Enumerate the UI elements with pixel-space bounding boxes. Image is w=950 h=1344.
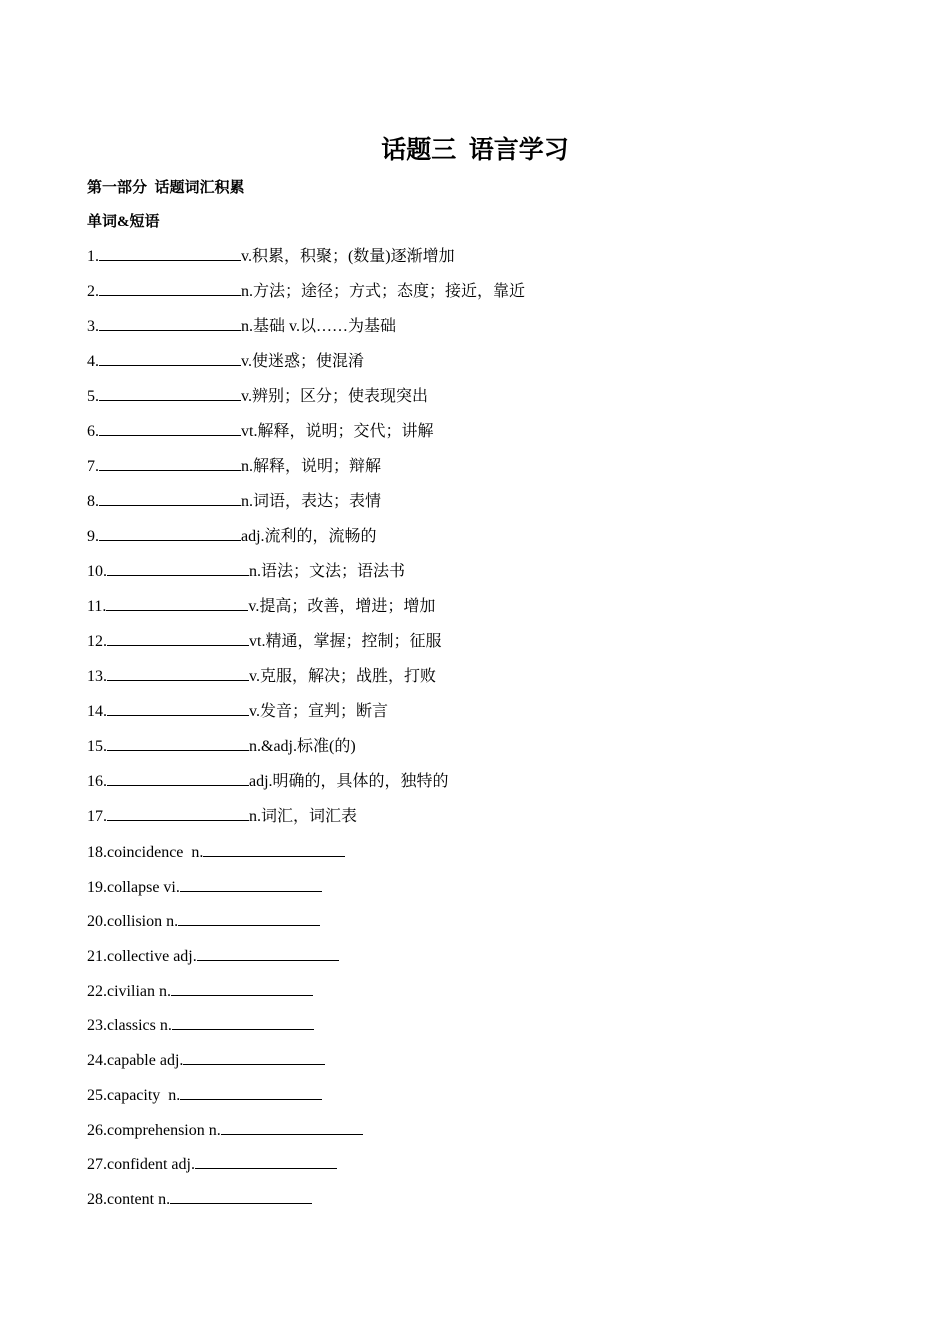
item-number: 6. (87, 423, 99, 440)
vocab-item (87, 664, 887, 699)
item-definition: v.发音；宣判；断言 (249, 703, 388, 720)
item-word: 25.capacity n. (87, 1086, 181, 1104)
item-number: 5. (87, 388, 99, 405)
item-word: 26.comprehension n. (87, 1121, 221, 1139)
item-number: 2. (87, 283, 99, 300)
vocab-item (87, 629, 887, 664)
item-number: 1. (87, 248, 99, 265)
answer-blank[interactable] (107, 769, 249, 786)
item-definition: n.基础 v.以……为基础 (241, 318, 396, 335)
item-definition: v.克服，解决；战胜，打败 (249, 668, 436, 685)
vocab-item (87, 769, 887, 804)
item-definition: v.使迷惑；使混淆 (241, 353, 364, 370)
item-number: 12. (87, 633, 107, 650)
item-definition: vt.精通，掌握；控制；征服 (249, 633, 442, 650)
item-word: 28.content n. (87, 1190, 171, 1208)
item-definition: n.方法；途径；方式；态度；接近，靠近 (241, 283, 526, 300)
item-number: 14. (87, 703, 107, 720)
answer-blank[interactable] (107, 699, 249, 716)
answer-blank[interactable] (107, 559, 249, 576)
part-heading: 第一部分 话题词汇积累 (87, 180, 245, 196)
vocab-item (87, 840, 887, 875)
subsection-heading: 单词&短语 (87, 214, 160, 230)
page-title: 话题三 语言学习 (381, 137, 569, 164)
item-definition: adj.流利的，流畅的 (241, 528, 377, 545)
item-word: 24.capable adj. (87, 1052, 184, 1070)
vocab-item (87, 349, 887, 384)
answer-blank[interactable] (99, 419, 241, 436)
answer-blank[interactable] (99, 454, 241, 471)
vocab-item (87, 524, 887, 559)
answer-blank[interactable] (106, 594, 248, 611)
vocab-item (87, 734, 887, 769)
item-word: 18.coincidence n. (87, 844, 204, 861)
answer-blank[interactable] (221, 1118, 363, 1135)
vocab-item (87, 594, 887, 629)
answer-blank[interactable] (99, 279, 241, 296)
vocab-item (87, 244, 887, 279)
item-number: 7. (87, 458, 99, 475)
item-word: 19.collapse vi. (87, 878, 180, 896)
item-number: 11. (87, 598, 107, 615)
vocab-item (87, 909, 887, 944)
item-definition: n.解释，说明；辩解 (241, 458, 382, 475)
item-number: 10. (87, 563, 107, 580)
vocab-item (87, 875, 887, 910)
vocab-list-chinese-to-english (87, 244, 887, 839)
answer-blank[interactable] (107, 804, 249, 821)
vocab-item (87, 944, 887, 979)
answer-blank[interactable] (99, 349, 241, 366)
item-definition: n.词语，表达；表情 (241, 493, 382, 510)
item-definition: vt.解释，说明；交代；讲解 (241, 423, 434, 440)
vocab-item (87, 1187, 887, 1222)
vocab-item (87, 1083, 887, 1118)
item-word: 22.civilian n. (87, 982, 171, 1000)
answer-blank[interactable] (171, 979, 313, 996)
answer-blank[interactable] (99, 384, 241, 401)
item-number: 17. (87, 808, 107, 825)
item-definition: adj.明确的，具体的，独特的 (249, 773, 449, 790)
answer-blank[interactable] (172, 1013, 314, 1030)
item-number: 13. (87, 668, 107, 685)
answer-blank[interactable] (180, 875, 322, 892)
vocab-item (87, 559, 887, 594)
item-number: 9. (87, 528, 99, 545)
vocab-item (87, 1152, 887, 1187)
item-definition: v.辨别；区分；使表现突出 (241, 388, 428, 405)
item-number: 16. (87, 773, 107, 790)
vocab-list-english-to-chinese (87, 840, 887, 1222)
item-word: 27.confident adj. (87, 1156, 195, 1174)
answer-blank[interactable] (203, 840, 345, 857)
item-definition: n.&adj.标准(的) (249, 738, 356, 755)
vocab-item (87, 699, 887, 734)
vocab-item (87, 804, 887, 839)
item-definition: n.语法；文法；语法书 (249, 563, 406, 580)
answer-blank[interactable] (195, 1152, 337, 1169)
answer-blank[interactable] (99, 314, 241, 331)
item-number: 3. (87, 318, 99, 335)
answer-blank[interactable] (107, 734, 249, 751)
vocab-item (87, 454, 887, 489)
answer-blank[interactable] (99, 524, 241, 541)
item-definition: v.积累，积聚；(数量)逐渐增加 (241, 248, 455, 265)
item-definition: v.提高；改善，增进；增加 (248, 598, 436, 615)
vocab-item (87, 1013, 887, 1048)
item-definition: n.词汇，词汇表 (249, 808, 358, 825)
answer-blank[interactable] (170, 1187, 312, 1204)
answer-blank[interactable] (107, 629, 249, 646)
answer-blank[interactable] (183, 1048, 325, 1065)
vocab-item (87, 979, 887, 1014)
answer-blank[interactable] (180, 1083, 322, 1100)
item-word: 23.classics n. (87, 1017, 172, 1035)
item-number: 8. (87, 493, 99, 510)
item-word: 21.collective adj. (87, 948, 197, 966)
item-number: 4. (87, 353, 99, 370)
answer-blank[interactable] (197, 944, 339, 961)
vocab-item (87, 384, 887, 419)
vocab-item (87, 279, 887, 314)
vocab-item (87, 314, 887, 349)
item-number: 15. (87, 738, 107, 755)
vocab-item (87, 1118, 887, 1153)
answer-blank[interactable] (99, 489, 241, 506)
vocab-item (87, 1048, 887, 1083)
vocab-item (87, 489, 887, 524)
answer-blank[interactable] (178, 909, 320, 926)
item-word: 20.collision n. (87, 913, 179, 931)
vocab-item (87, 419, 887, 454)
answer-blank[interactable] (99, 244, 241, 261)
answer-blank[interactable] (107, 664, 249, 681)
